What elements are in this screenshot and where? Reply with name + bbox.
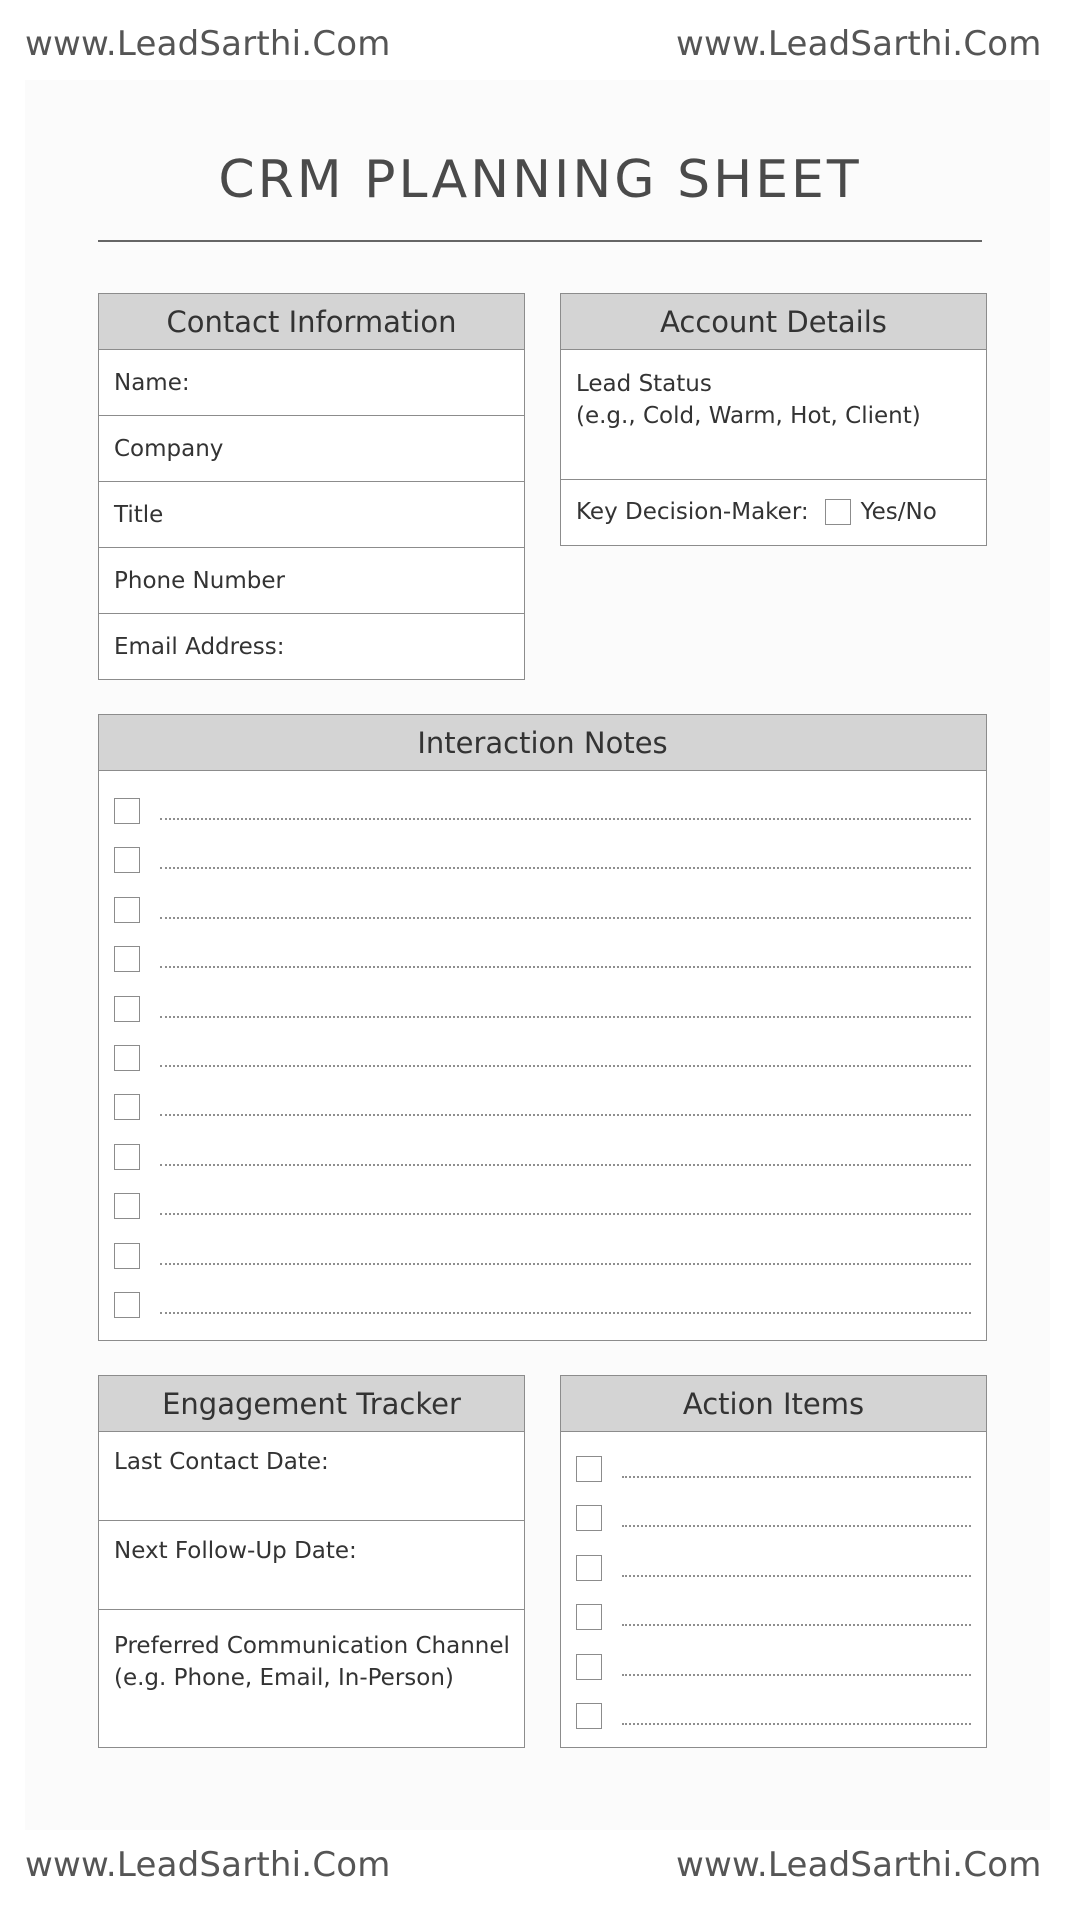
lead-status-hint: (e.g., Cold, Warm, Hot, Client) (576, 403, 921, 429)
email-address-field[interactable] (99, 614, 524, 680)
interaction-note-row (114, 1142, 971, 1170)
interaction-note-row (114, 845, 971, 873)
action-item-checkbox[interactable] (576, 1703, 602, 1729)
interaction-note-checkbox[interactable] (114, 897, 140, 923)
action-item-checkbox[interactable] (576, 1654, 602, 1680)
interaction-note-row (114, 1290, 971, 1318)
action-item-write-line[interactable] (622, 1525, 971, 1527)
name-field[interactable] (99, 350, 524, 416)
interaction-note-row (114, 796, 971, 824)
interaction-note-write-line[interactable] (160, 917, 971, 919)
interaction-note-checkbox[interactable] (114, 1243, 140, 1269)
interaction-note-checkbox[interactable] (114, 847, 140, 873)
contact-information-section (98, 293, 525, 680)
interaction-note-checkbox[interactable] (114, 1045, 140, 1071)
interaction-notes-header: Interaction Notes (99, 715, 986, 771)
watermark-bottom-right: www.LeadSarthi.Com (676, 1845, 1042, 1885)
interaction-note-checkbox[interactable] (114, 1193, 140, 1219)
lead-status-label: Lead Status (576, 371, 712, 397)
interaction-note-checkbox[interactable] (114, 1292, 140, 1318)
next-followup-date-field[interactable] (99, 1521, 524, 1610)
decision-maker-label: Key Decision-Maker: (576, 499, 809, 525)
account-details-header: Account Details (561, 294, 986, 350)
interaction-note-checkbox[interactable] (114, 798, 140, 824)
action-item-write-line[interactable] (622, 1674, 971, 1676)
company-field[interactable] (99, 416, 524, 482)
decision-maker-row (561, 480, 986, 544)
watermark-top-left: www.LeadSarthi.Com (25, 24, 391, 64)
interaction-note-write-line[interactable] (160, 818, 971, 820)
action-item-row (576, 1553, 971, 1581)
interaction-note-row (114, 1092, 971, 1120)
account-details-section (560, 293, 987, 546)
next-followup-date-label: Next Follow-Up Date: (114, 1538, 357, 1564)
interaction-note-write-line[interactable] (160, 1263, 971, 1265)
interaction-note-row (114, 895, 971, 923)
communication-channel-hint: (e.g. Phone, Email, In-Person) (114, 1665, 454, 1691)
interaction-note-row (114, 1043, 971, 1071)
decision-maker-checkbox[interactable] (825, 499, 851, 525)
page-title: CRM PLANNING SHEET (218, 150, 862, 210)
action-item-row (576, 1503, 971, 1531)
action-item-checkbox[interactable] (576, 1505, 602, 1531)
interaction-notes-section (98, 714, 987, 1341)
watermark-bottom-left: www.LeadSarthi.Com (25, 1845, 391, 1885)
contact-information-header: Contact Information (99, 294, 524, 350)
watermark-top-right: www.LeadSarthi.Com (676, 24, 1042, 64)
interaction-note-write-line[interactable] (160, 1213, 971, 1215)
company-label: Company (114, 435, 224, 462)
action-item-write-line[interactable] (622, 1624, 971, 1626)
interaction-note-write-line[interactable] (160, 1312, 971, 1314)
title-label: Title (114, 501, 164, 528)
phone-number-label: Phone Number (114, 567, 285, 594)
last-contact-date-label: Last Contact Date: (114, 1449, 329, 1475)
action-item-row (576, 1652, 971, 1680)
interaction-note-checkbox[interactable] (114, 946, 140, 972)
action-item-write-line[interactable] (622, 1723, 971, 1725)
interaction-note-row (114, 1191, 971, 1219)
decision-maker-option: Yes/No (860, 499, 937, 525)
action-item-checkbox[interactable] (576, 1456, 602, 1482)
interaction-note-write-line[interactable] (160, 966, 971, 968)
lead-status-field[interactable] (561, 350, 986, 480)
interaction-note-row (114, 1241, 971, 1269)
interaction-note-checkbox[interactable] (114, 1144, 140, 1170)
interaction-note-checkbox[interactable] (114, 996, 140, 1022)
action-item-row (576, 1454, 971, 1482)
name-label: Name: (114, 369, 190, 396)
interaction-note-write-line[interactable] (160, 1114, 971, 1116)
engagement-tracker-header: Engagement Tracker (99, 1376, 524, 1432)
title-divider (98, 240, 982, 242)
action-item-write-line[interactable] (622, 1575, 971, 1577)
interaction-note-checkbox[interactable] (114, 1094, 140, 1120)
action-item-write-line[interactable] (622, 1476, 971, 1478)
email-address-label: Email Address: (114, 634, 285, 660)
action-items-section (560, 1375, 987, 1748)
action-item-row (576, 1701, 971, 1729)
last-contact-date-field[interactable] (99, 1432, 524, 1521)
engagement-tracker-section (98, 1375, 525, 1748)
interaction-note-write-line[interactable] (160, 1065, 971, 1067)
interaction-note-write-line[interactable] (160, 867, 971, 869)
action-item-row (576, 1602, 971, 1630)
communication-channel-field[interactable] (99, 1610, 524, 1746)
title-field[interactable] (99, 482, 524, 548)
phone-number-field[interactable] (99, 548, 524, 614)
interaction-note-write-line[interactable] (160, 1016, 971, 1018)
action-item-checkbox[interactable] (576, 1555, 602, 1581)
action-items-header: Action Items (561, 1376, 986, 1432)
action-item-checkbox[interactable] (576, 1604, 602, 1630)
interaction-note-row (114, 944, 971, 972)
communication-channel-label: Preferred Communication Channel (114, 1633, 510, 1659)
interaction-note-write-line[interactable] (160, 1164, 971, 1166)
interaction-note-row (114, 994, 971, 1022)
